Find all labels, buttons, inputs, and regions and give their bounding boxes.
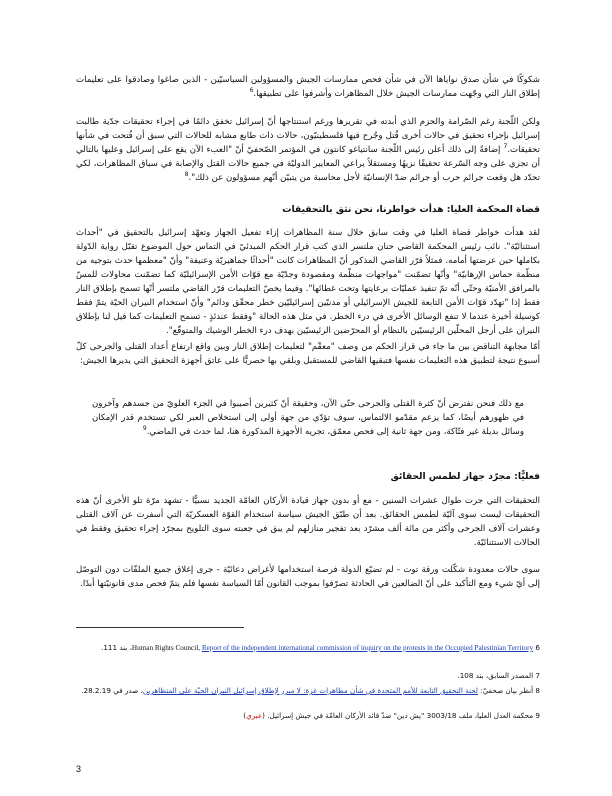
paragraph-2: ولكن اللّجنة رغم الصّرامة والحزم الذي أبدته في تقريرها ورغم استنتاجها أنّ إسرائيل تخفق دائمًا في إجراء تحقيقات جدّية طالبت إسرائيل بإجراء تحقيق في حالات أخرى قُتل وجُرح فيها فلسطينيّون، حالات ذات طابع مشابه للحالات التي سبق أن فُتحت في شأنها تحقيقات.$^7$ إضافةً إلى ذلك أعلن رئيس اللّجنة سانتياغو كانتون في المؤتمر الصّحفيّ أنّ "العبء الآن يقع على إسرائيل وعليها بالتالي أن تجري على وجه السّرعة تحقيقًا نزيهًا ومستقلاً يراعي المعايير الدوليّة في جميع حالات القتل والإصابة في سياق المظاهرات، لكي تحدّد هل وقعت جرائم حرب أو جرائم ضدّ الإنسانيّة لأجل محاسبة من يتبيّن أنّهم مسؤولون عن ذلك".$^8$ [76,117,540,183]
footnote-8-link[interactable]: لجنة التحقيق التابعة للأمم المتحدة في شأن مظاهرات غزة: لا مبرر لإطلاق إسرائيل النيران الحيّة على المتظاهرين [142,686,478,695]
footnote-ref-7[interactable]: 7 [503,143,508,151]
paragraph-4: أمّا مجابهة التناقض بين ما جاء في قرار الحكم من وصف "معقّم" لتعليمات إطلاق النار وبين واقع ارتفاع أعداد القتلى والجرحى كلّ أسبوع نتيجة لتطبيق هذه التعليمات نفسها فتبقيها القاضي للمستقبل وبلقي بها حصريًّا على عاتق أجهزة التحقيق التي يديرها الجيش: [76,342,540,366]
footnote-ref-8[interactable]: 8 [184,171,189,179]
footnote-ref-9[interactable]: 9 [142,425,147,433]
paragraph-1: شكوكًا في شأن صدق نواياها الآن في شأن فحص ممارسات الجيش والمسؤولين السياسيّين - الذين صاغوا وصادقوا على تعليمات إطلاق النار التي وجّهت ممارسات الجيش خلال المظاهرات وأشرفوا على تطبيقها.$^6$ [76,75,540,99]
footnote-6-link[interactable]: Report of the independent international commission of inquiry on the protests in the Occupied Palestinian Territory [201,644,534,652]
section-heading-supreme-court: قضاة المحكمة العليا: هدأت خواطرنا، نحن نثق بالتحقيقات [282,204,540,215]
footnote-8: 8 أنظر بيان صحفيّ: لجنة التحقيق التابعة للأمم المتحدة في شأن مظاهرات غزة: لا مبرر لإطلاق إسرائيل النيران الحيّة على المتظاهرين، صدر في 28.2.19. [81,686,540,695]
block-quote: مع ذلك فنحن نفترض أنّ كثرة القتلى والجرحى حتّى الآن، وحقيقة أنّ كثيرين أصيبوا في الجزء العلويّ من جسدهم وآخرون في ظهورهم أيضًا، كما يزعم مقدّمو الالتماس، سوف تؤدّي من جهة أولى إلى استخلاص العبر لكي تستخدم قدر الإمكان وسائل بديلة غير فتّاكة، ومن جهة ثانية إلى فحص معمّق، تجريه الأجهزة المذكورة هنا، لما حدث في الماضي.$^9$ [92,399,524,437]
paragraph-3: لقد هدأت خواطر قضاة العليا في وقت سابق خلال سنة المظاهرات إزاء تفعيل الجهاز وتعهّد إسرائيل بالتحقيق في "أحداث استثنائيّة". نائب رئيس المحكمة القاضي حنان ملتسر الذي كتب قرار الحكم المبدئيّ في التماس حول الموضوع تقبّل رواية الدّولة بكاملها حين عرضتها أمامه. فمثلاً قرّر القاضي المذكور أنّ المظاهرات كانت "أحداثًا جماهيريّة وعنيفة" وأنّ "معظمها حدث بتوجيه من منظّمة حماس الإرهابيّة" وأنّها تضمّنت "مواجهات منظّمة ومقصودة وجدّيّة مع قوّات الأمن الإسرائيليّة كما تضمّنت محاولات للمسّ بالمرافق الأمنيّة وحتّى أنّه تمّ تنفيذ عمليّات برعايتها وتحت غطائها". وفيما يخصّ التعليمات قرّر القاضي ملتسر أنّها تسمح بإطلاق النار فقط إذا "تهدّد قوّات الأمن التابعة للجيش الإسرائيلي أو مدنيّين إسرائيليّين خطر محقّق ودائم" وأنّ استخدام النيران الحيّة يتمّ فقط كوسيلة أخيرة عندما لا تنفع الوسائل الأخرى في درء الخطر. في مثل هذه الحالة "وفقط عندئذٍ - تسمح التعليمات كما قيل لنا بإطلاق النيران على أرجل المحلّين الرئيسيّين بالنظام أو المحرّضين الرئيسيّين بهدف درء الخطر الوشيك والمتوقّع". [76,228,540,336]
footnote-7: 7 المصدر السابق، بند 108. [457,671,540,680]
footnote-ref-6[interactable]: 6 [249,87,254,95]
paragraph-6: سوى حالات معدودة شكّلت ورقة توت - لم تضيّع الدولة فرصة استخدامها لأغراض دعائيّة - جرى إغلاق جميع الملفّات دون التوصّل إلى أيّ شيء ومع التأكيد على أنّ الضالعين في الحادثة تصرّفوا بموجب القانون أمّا السياسة نفسها فلم يتمّ فحص مدى قانونيّتها أبدًا. [76,565,540,589]
section-heading-whitewash: فعليًّا: مجرّد جهاز لطمس الحقائق [390,471,540,482]
page-number: 3 [76,764,82,774]
paragraph-5: التحقيقات التي جرت طوال عشرات السنين - مع أو بدون جهاز قيادة الأركان العامّة الجديد نسبيًّا - تشهد مرّة تلو الأخرى أنّ هذه التحقيقات ليست سوى آليّة لطمس الحقائق. بعد أن طبّق الجيش سياسة استخدام القوّة العسكريّة التي أسفرت عن آلاف القتلى وعشرات آلاف الجرحى وأكثر من مائة ألف مشرّد بعد تفجير منازلهم لم يبق في جعبته سوى التلويح بمجرّد إجراء تحقيق وفقط في الحالات الاستثنائيّة. [76,496,540,548]
footnote-9-hebrew-link[interactable]: عبري [246,711,263,720]
footnote-separator [76,627,244,628]
footnote-9: 9 محكمة العدل العليا، ملف 3003/18 "يش دين" ضدّ قائد الأركان العامّة في جيش إسرائيل. (عبري) [243,711,540,720]
footnote-6: 6 Human Rights Council, Report of the independent international commission of inquiry on the protests in the Occupied Palestinian Territory، بند 111. [101,643,540,652]
